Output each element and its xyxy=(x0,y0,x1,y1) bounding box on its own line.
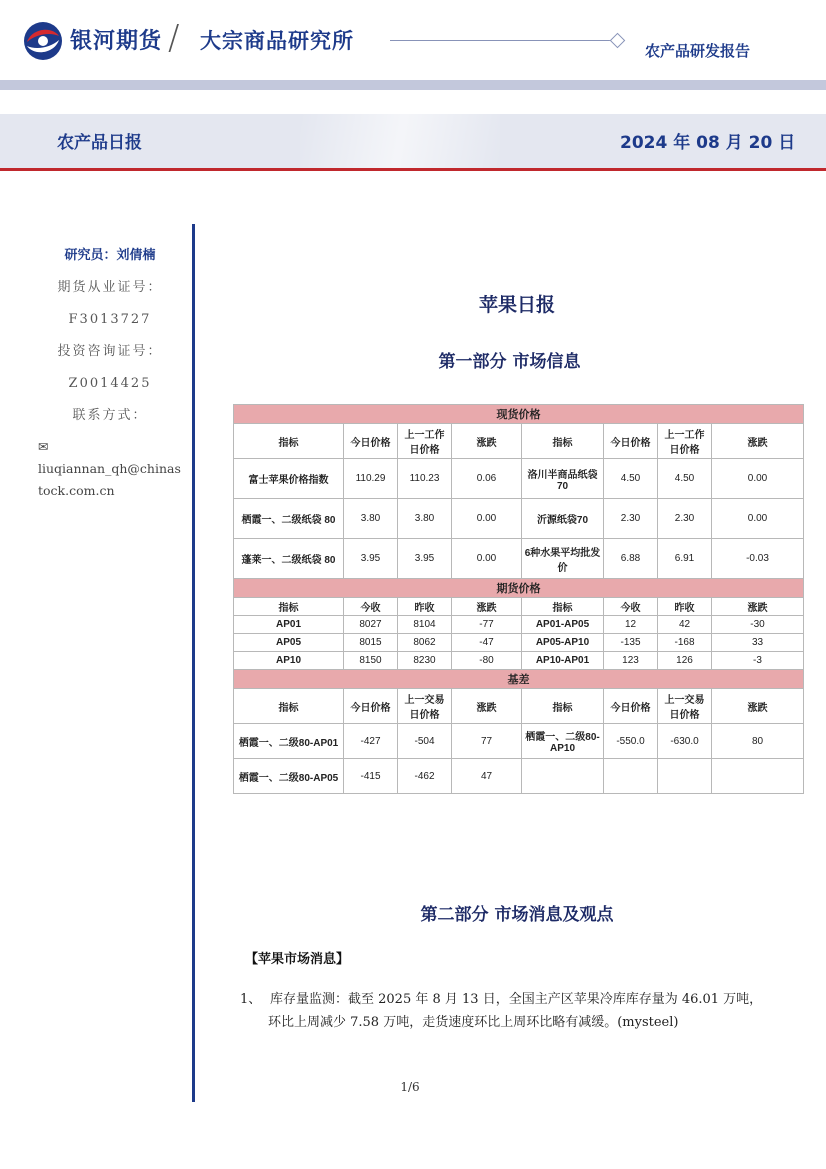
table-cell: 栖霞一、二级80-AP05 xyxy=(234,759,344,794)
table-cell: -462 xyxy=(398,759,452,794)
red-rule xyxy=(0,168,826,171)
table-header-cell: 今日价格 xyxy=(604,424,658,459)
spot-header-row xyxy=(234,424,804,459)
table-header-cell: 今日价格 xyxy=(344,424,398,459)
table-header-cell: 指标 xyxy=(522,689,604,724)
table-header-cell: 今日价格 xyxy=(604,689,658,724)
table-header-cell: 指标 xyxy=(234,598,344,616)
table-cell: -415 xyxy=(344,759,398,794)
table-cell: 2.30 xyxy=(604,499,658,539)
table-cell: 洛川半商品纸袋70 xyxy=(522,459,604,499)
table-cell: 3.80 xyxy=(344,499,398,539)
email-line-1: liuqiannan_qh@chinas xyxy=(38,461,181,476)
table-row xyxy=(234,459,804,499)
table-header-cell: 上一工作日价格 xyxy=(658,424,712,459)
decorative-line xyxy=(390,40,612,41)
table-cell: 3.95 xyxy=(398,539,452,579)
table-cell: 0.00 xyxy=(712,459,804,499)
table-row xyxy=(234,539,804,579)
sidebar-rule xyxy=(192,224,195,1102)
table-header-cell: 涨跌 xyxy=(452,598,522,616)
table-cell: 110.23 xyxy=(398,459,452,499)
table-cell: -0.03 xyxy=(712,539,804,579)
header-gap xyxy=(0,90,826,114)
table-cell: 8062 xyxy=(398,634,452,652)
table-header-cell: 涨跌 xyxy=(712,424,804,459)
table-cell: -77 xyxy=(452,616,522,634)
table-cell: 沂源纸袋70 xyxy=(522,499,604,539)
table-row xyxy=(234,652,804,670)
table-cell: AP01-AP05 xyxy=(522,616,604,634)
table-cell: 富士苹果价格指数 xyxy=(234,459,344,499)
table-cell: 110.29 xyxy=(344,459,398,499)
table-cell: 3.80 xyxy=(398,499,452,539)
market-info-table xyxy=(233,404,804,794)
table-header-cell: 上一交易日价格 xyxy=(658,689,712,724)
table-cell: 4.50 xyxy=(604,459,658,499)
table-cell: 0.06 xyxy=(452,459,522,499)
header-stripe xyxy=(0,80,826,90)
table-cell: 6.88 xyxy=(604,539,658,579)
page-number: 1/6 xyxy=(400,1080,420,1094)
table-row xyxy=(234,724,804,759)
table-header-cell: 涨跌 xyxy=(712,689,804,724)
table-header-cell: 指标 xyxy=(522,424,604,459)
table-header-cell: 今日价格 xyxy=(344,689,398,724)
table-cell: 蓬莱一、二级纸袋 80 xyxy=(234,539,344,579)
table-cell: 8150 xyxy=(344,652,398,670)
section-1-heading: 第一部分 市场信息 xyxy=(438,352,581,372)
table-cell: 123 xyxy=(604,652,658,670)
futures-header-row xyxy=(234,598,804,616)
table-cell: 8230 xyxy=(398,652,452,670)
table-cell: 80 xyxy=(712,724,804,759)
table-cell: 47 xyxy=(452,759,522,794)
news-tag: 【苹果市场消息】 xyxy=(245,952,350,967)
table-cell: 126 xyxy=(658,652,712,670)
news-line-1: 库存量监测：截至 2025 年 8 月 13 日，全国主产区苹果冷库库存量为 46.01 万吨， xyxy=(270,992,763,1007)
table-cell: -135 xyxy=(604,634,658,652)
table-cell: 栖霞一、二级纸袋 80 xyxy=(234,499,344,539)
table-cell: 8015 xyxy=(344,634,398,652)
table-header-cell: 指标 xyxy=(234,424,344,459)
table-cell: 0.00 xyxy=(452,539,522,579)
table-header-cell: 涨跌 xyxy=(452,689,522,724)
consult-cert-label: 投资咨询证号： xyxy=(57,344,163,359)
document-title: 苹果日报 xyxy=(478,294,555,316)
table-cell: -504 xyxy=(398,724,452,759)
table-cell: AP10 xyxy=(234,652,344,670)
consult-cert-number: Z0014425 xyxy=(68,376,152,391)
table-row xyxy=(234,759,804,794)
diamond-icon xyxy=(610,33,626,49)
researcher-name: 研究员：刘倩楠 xyxy=(64,248,156,263)
table-header-cell: 指标 xyxy=(522,598,604,616)
table-cell: 栖霞一、二级80-AP10 xyxy=(522,724,604,759)
basis-band: 基差 xyxy=(234,670,804,689)
report-date: 2024 年 08 月 20 日 xyxy=(620,133,796,153)
table-cell xyxy=(522,759,604,794)
table-header-cell: 涨跌 xyxy=(712,598,804,616)
top-header xyxy=(0,0,826,90)
table-row xyxy=(234,499,804,539)
table-cell: 0.00 xyxy=(712,499,804,539)
report-type: 农产品研发报告 xyxy=(645,42,751,60)
table-header-cell: 上一交易日价格 xyxy=(398,689,452,724)
table-cell: 3.95 xyxy=(344,539,398,579)
table-cell: -427 xyxy=(344,724,398,759)
table-cell: 6种水果平均批发价 xyxy=(522,539,604,579)
header-divider: / xyxy=(168,18,180,58)
section-2-heading: 第二部分 市场消息及观点 xyxy=(420,905,614,925)
table-cell: 77 xyxy=(452,724,522,759)
table-row xyxy=(234,616,804,634)
institute-name: 大宗商品研究所 xyxy=(200,29,354,53)
futures-cert-number: F3013727 xyxy=(68,312,152,327)
contact-label: 联系方式： xyxy=(72,408,148,423)
table-cell: 6.91 xyxy=(658,539,712,579)
table-cell: AP01 xyxy=(234,616,344,634)
galaxy-logo-icon xyxy=(22,20,64,62)
table-cell: -550.0 xyxy=(604,724,658,759)
table-cell xyxy=(604,759,658,794)
table-cell: AP05 xyxy=(234,634,344,652)
table-cell xyxy=(658,759,712,794)
futures-price-band: 期货价格 xyxy=(234,579,804,598)
table-cell: -30 xyxy=(712,616,804,634)
table-cell: 0.00 xyxy=(452,499,522,539)
table-header-cell: 今收 xyxy=(344,598,398,616)
author-sidebar xyxy=(30,240,190,502)
mail-icon: ✉ xyxy=(38,439,49,454)
table-cell: -80 xyxy=(452,652,522,670)
news-number: 1、 xyxy=(240,992,262,1007)
table-cell: -630.0 xyxy=(658,724,712,759)
table-header-cell: 今收 xyxy=(604,598,658,616)
news-line-2: 环比上周减少 7.58 万吨，走货速度环比上周环比略有减缓。(mysteel) xyxy=(268,1015,679,1030)
brand-name: 银河期货 xyxy=(70,29,163,54)
table-cell: AP10-AP01 xyxy=(522,652,604,670)
email-line-2: tock.com.cn xyxy=(38,483,115,498)
table-cell: 8104 xyxy=(398,616,452,634)
table-cell xyxy=(712,759,804,794)
spot-price-band: 现货价格 xyxy=(234,405,804,424)
table-header-cell: 指标 xyxy=(234,689,344,724)
futures-cert-label: 期货从业证号： xyxy=(57,280,163,295)
table-cell: 2.30 xyxy=(658,499,712,539)
table-header-cell: 昨收 xyxy=(398,598,452,616)
email-address[interactable] xyxy=(30,436,190,502)
table-cell: -3 xyxy=(712,652,804,670)
daily-title: 农产品日报 xyxy=(57,133,142,153)
table-header-cell: 上一工作日价格 xyxy=(398,424,452,459)
table-cell: -168 xyxy=(658,634,712,652)
table-cell: 33 xyxy=(712,634,804,652)
table-row xyxy=(234,634,804,652)
news-item xyxy=(240,988,785,1034)
table-cell: 4.50 xyxy=(658,459,712,499)
basis-header-row xyxy=(234,689,804,724)
table-cell: AP05-AP10 xyxy=(522,634,604,652)
table-cell: -47 xyxy=(452,634,522,652)
table-cell: 8027 xyxy=(344,616,398,634)
sub-header-shade xyxy=(300,114,500,170)
table-cell: 42 xyxy=(658,616,712,634)
table-cell: 12 xyxy=(604,616,658,634)
table-cell: 栖霞一、二级80-AP01 xyxy=(234,724,344,759)
table-header-cell: 昨收 xyxy=(658,598,712,616)
table-header-cell: 涨跌 xyxy=(452,424,522,459)
